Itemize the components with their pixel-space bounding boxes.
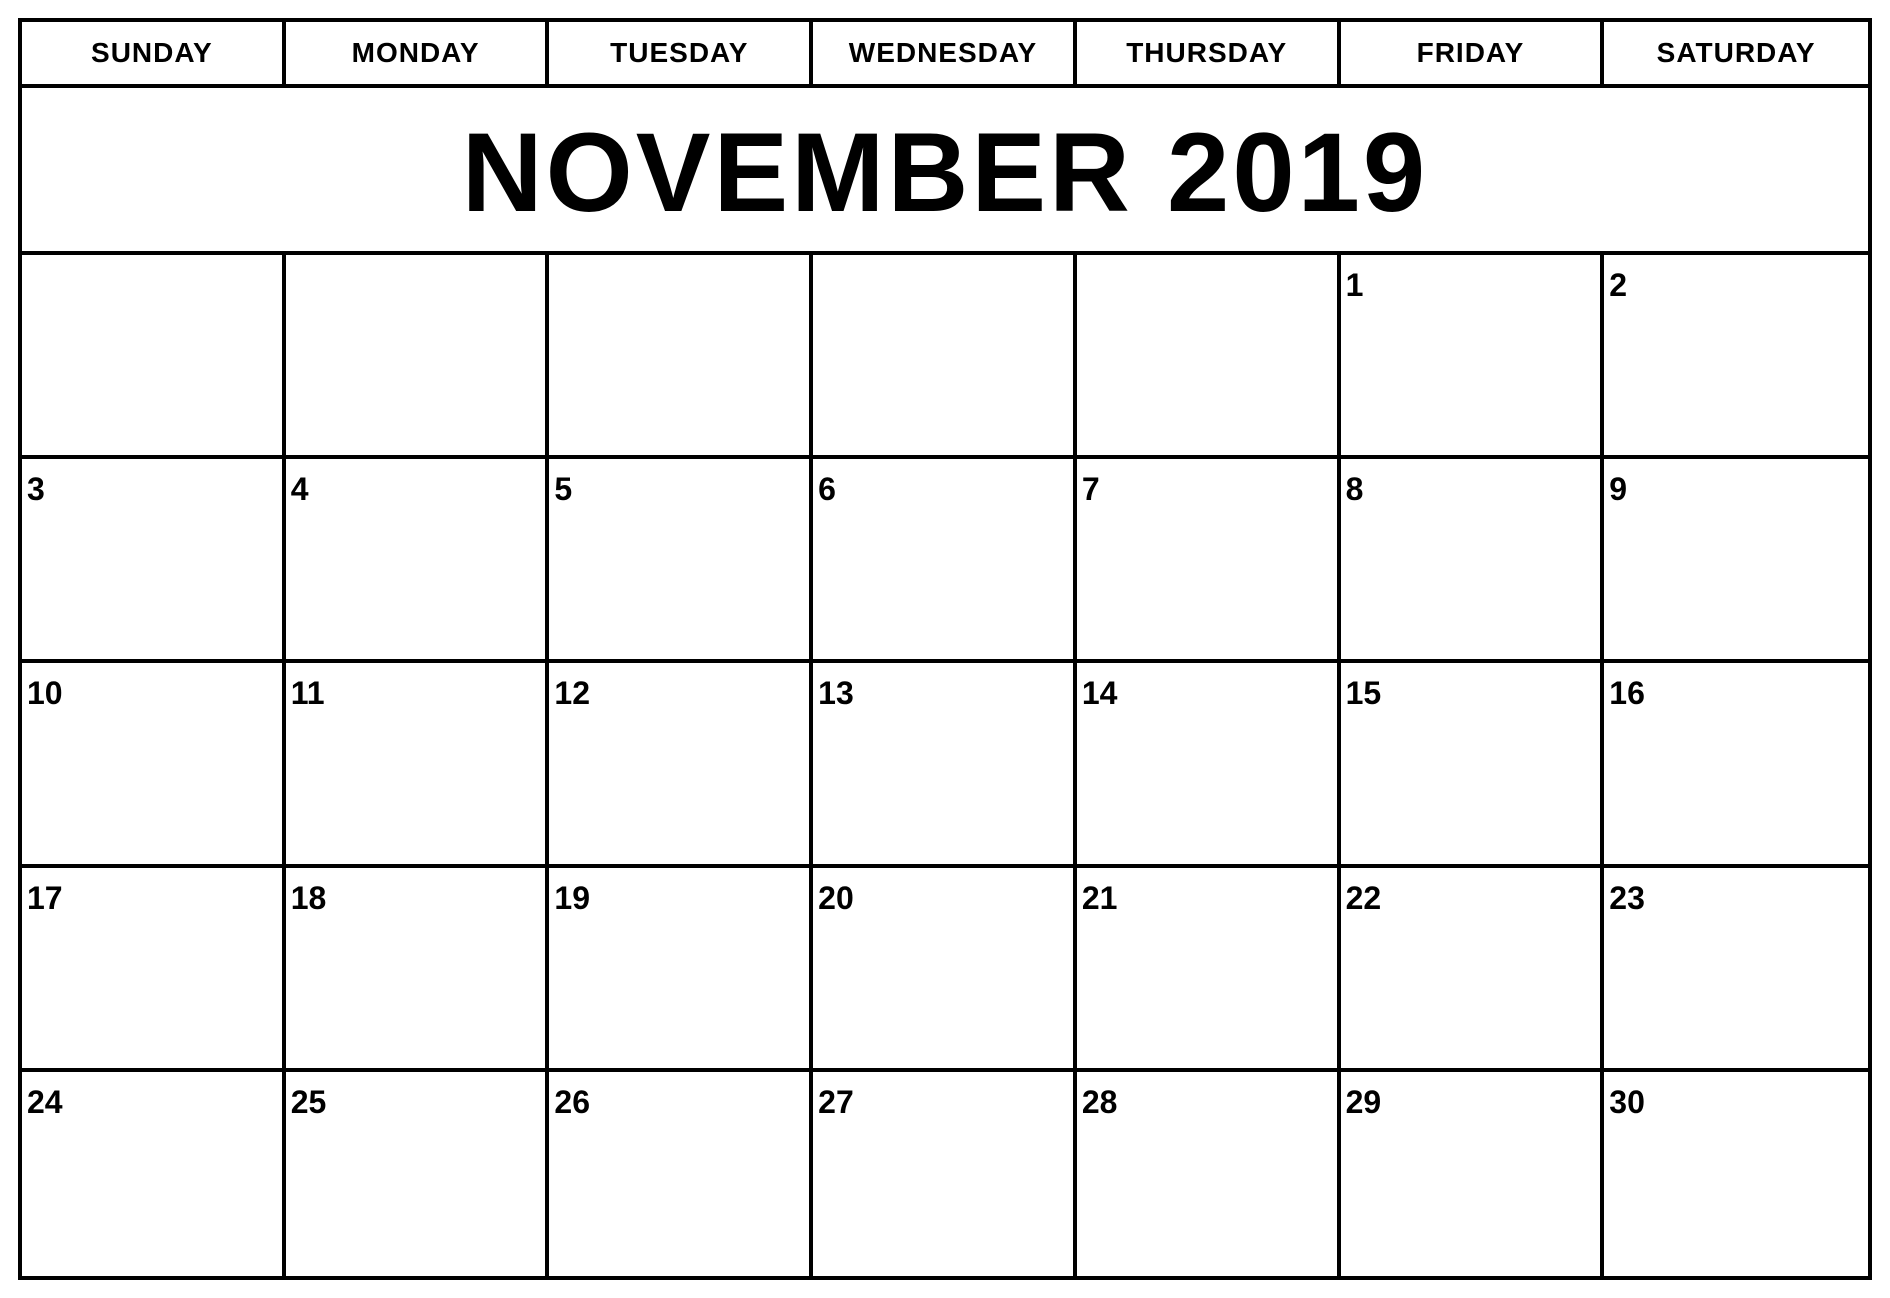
weekday-header-wednesday: WEDNESDAY [813, 22, 1077, 88]
monthly-calendar [18, 18, 1872, 1280]
day-cell [22, 663, 286, 867]
day-number: 10 [27, 675, 63, 712]
day-number: 20 [818, 879, 854, 916]
day-number: 22 [1345, 879, 1382, 916]
day-number: 16 [1609, 675, 1645, 712]
day-cell [1077, 1072, 1341, 1276]
day-number: 6 [818, 471, 836, 508]
day-cell [813, 459, 1077, 663]
day-cell [286, 459, 550, 663]
day-number: 19 [554, 879, 591, 916]
day-number: 2 [1609, 267, 1628, 303]
day-number: 27 [818, 1083, 854, 1120]
month-title: NOVEMBER 2019 [461, 109, 1429, 235]
day-cell [1604, 255, 1868, 459]
day-number: 5 [554, 471, 573, 508]
day-cell [549, 868, 813, 1072]
day-number: 4 [290, 471, 309, 508]
day-number: 11 [290, 675, 325, 712]
weekday-header-monday: MONDAY [286, 22, 550, 88]
day-number: 21 [1081, 879, 1118, 916]
day-cell [813, 255, 1077, 459]
day-cell [286, 868, 550, 1072]
weekday-header-thursday: THURSDAY [1077, 22, 1341, 88]
day-number: 26 [554, 1083, 591, 1120]
day-cell [1604, 1072, 1868, 1276]
day-number: 17 [27, 879, 63, 916]
weekday-header-tuesday: TUESDAY [549, 22, 813, 88]
day-number: 30 [1609, 1083, 1645, 1120]
day-cell [1341, 663, 1605, 867]
day-cell [813, 868, 1077, 1072]
day-number: 9 [1609, 471, 1628, 508]
day-cell [286, 255, 550, 459]
day-cell [813, 663, 1077, 867]
day-cell [549, 663, 813, 867]
day-cell [1604, 663, 1868, 867]
day-number: 12 [554, 675, 591, 712]
weekday-header-friday: FRIDAY [1341, 22, 1605, 88]
day-cell [286, 663, 550, 867]
day-cell [1604, 459, 1868, 663]
day-number: 3 [27, 471, 45, 508]
day-cell [286, 1072, 550, 1276]
day-number: 14 [1081, 675, 1118, 712]
day-number: 25 [290, 1083, 327, 1120]
day-cell [22, 459, 286, 663]
day-cell [549, 459, 813, 663]
day-cell [22, 868, 286, 1072]
day-cell [813, 1072, 1077, 1276]
month-title-banner [22, 88, 1868, 255]
day-cell [1077, 459, 1341, 663]
day-number: 23 [1609, 879, 1645, 916]
day-number: 15 [1345, 675, 1382, 712]
day-number: 28 [1081, 1083, 1118, 1120]
day-number: 24 [27, 1083, 63, 1120]
day-cell [1341, 459, 1605, 663]
day-cell [549, 1072, 813, 1276]
day-number: 13 [818, 675, 854, 712]
weekday-header-sunday: SUNDAY [22, 22, 286, 88]
day-cell [1077, 255, 1341, 459]
day-cell [22, 1072, 286, 1276]
weekday-header-saturday: SATURDAY [1604, 22, 1868, 88]
day-cell [1077, 663, 1341, 867]
day-cell [1341, 255, 1605, 459]
day-cell [1604, 868, 1868, 1072]
day-number: 8 [1345, 471, 1364, 508]
day-cell [1341, 868, 1605, 1072]
day-cell [1077, 868, 1341, 1072]
day-number: 18 [290, 879, 327, 916]
day-number: 7 [1081, 471, 1100, 508]
day-cell [22, 255, 286, 459]
day-number: 29 [1345, 1083, 1382, 1120]
day-cell [549, 255, 813, 459]
day-number: 1 [1345, 267, 1364, 303]
day-cell [1341, 1072, 1605, 1276]
